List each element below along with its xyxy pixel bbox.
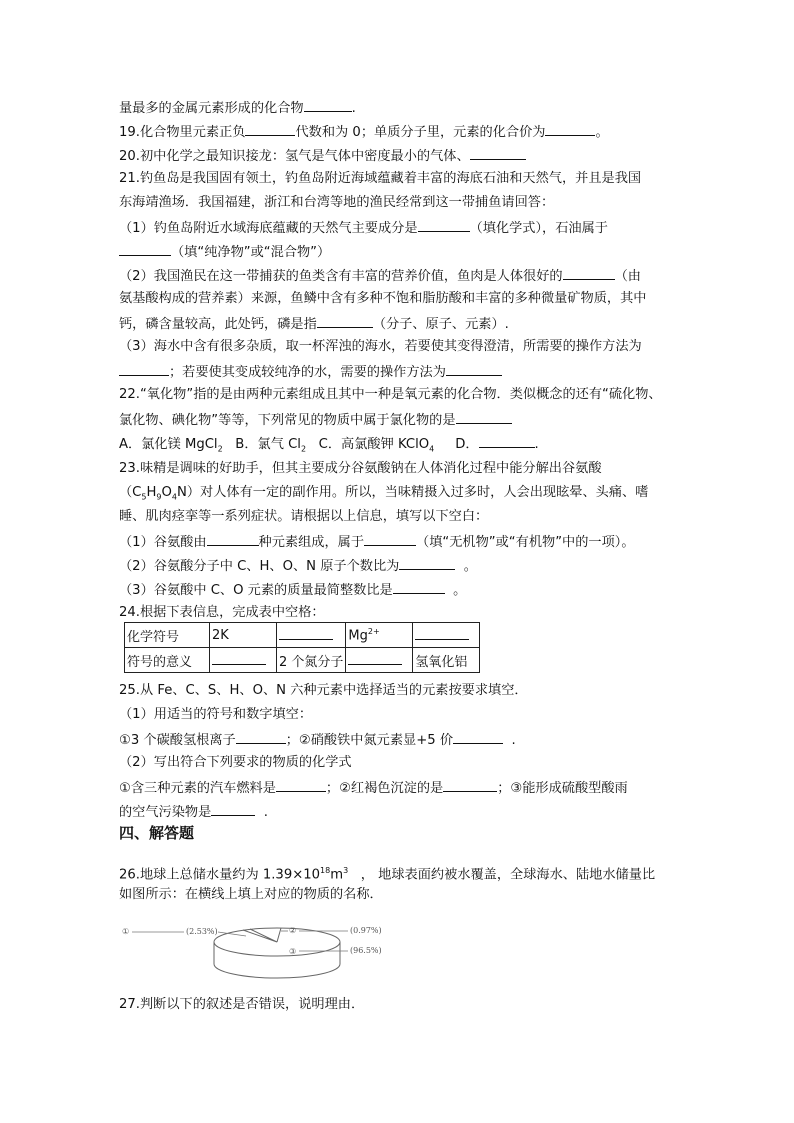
answer-blank[interactable]	[348, 651, 402, 665]
question-25: 25.从 Fe、C、S、H、O、N 六种元素中选择适当的元素按要求填空．	[119, 683, 528, 698]
question-23-line-1: 23.味精是调味的好助手，但其主要成分谷氨酸钠在人体消化过程中能分解出谷氨酸	[119, 461, 602, 476]
answer-blank[interactable]	[415, 626, 469, 640]
table-cell: 氢氧化铝	[413, 648, 480, 673]
answer-blank[interactable]	[279, 626, 333, 640]
answer-blank[interactable]	[545, 122, 595, 136]
option-b: B．氯气 $Cl_2$	[235, 437, 307, 454]
q18-line: 量最多的金属元素形成的化合物 .	[119, 98, 356, 118]
option-c: C．高氯酸钾 KClO$_4$	[318, 437, 435, 454]
question-22-line-1: 22.“氧化物”指的是由两种元素组成且其中一种是氧元素的化合物．类似概念的还有“硫化物、	[119, 387, 662, 402]
question-21-part-2-cont2: 钙，磷含量较高，此处钙，磷是指 （分子、原子、元素）.	[119, 314, 509, 334]
question-25-part-2: （2）写出符合下列要求的物质的化学式	[119, 755, 352, 770]
answer-blank[interactable]	[453, 730, 503, 744]
section-heading: 四、解答题	[119, 824, 195, 842]
answer-blank[interactable]	[245, 122, 295, 136]
label-marker-2: ②	[289, 926, 297, 935]
answer-blank[interactable]	[364, 532, 416, 546]
answer-blank[interactable]	[418, 218, 470, 232]
question-21-line-1: 21.钓鱼岛是我国固有领土，钓鱼岛附近海域蕴藏着丰富的海底石油和天然气，并且是我国	[119, 171, 642, 186]
table-row	[125, 648, 480, 673]
question-25-part-2-items: ①含三种元素的汽车燃料是 ；②红褐色沉淀的是 ；③能形成硫酸型酸雨	[119, 778, 628, 798]
answer-blank[interactable]	[207, 532, 259, 546]
answer-blank[interactable]	[276, 778, 326, 792]
answer-blank[interactable]	[119, 362, 169, 376]
answer-blank[interactable]	[393, 580, 445, 594]
answer-blank[interactable]	[446, 362, 502, 376]
percent-label-3: (96.5%)	[350, 946, 382, 955]
question-23-part-3: （3）谷氨酸中 C、O 元素的质量最简整数比是 。	[119, 580, 466, 600]
question-21-part-1: （1）钓鱼岛附近水域海底蕴藏的天然气主要成分是 （填化学式），石油属于	[119, 218, 608, 238]
table-cell: $Mg^{2+}$	[346, 623, 413, 648]
question-23-part-2: （2）谷氨酸分子中 C、H、O、N 原子个数比为 。	[119, 556, 477, 576]
question-26-line-1: 26.地球上总储水量约为 $1.39\times 10^{18}m^3$ ， 地球表面约被水覆盖，全球海水、陆地水储量比	[119, 866, 656, 883]
answer-blank[interactable]	[304, 98, 352, 112]
answer-blank[interactable]	[563, 266, 615, 280]
table-cell	[413, 623, 480, 648]
answer-blank[interactable]	[479, 434, 535, 448]
option-d: D．	[455, 437, 479, 452]
water-distribution-figure	[118, 918, 418, 988]
table-cell	[346, 648, 413, 673]
answer-blank[interactable]	[456, 410, 512, 424]
label-marker-1: ①	[122, 927, 130, 936]
question-25-part-1-items: ①3 个碳酸氢根离子 ；②硝酸铁中氮元素显+5 价 .	[119, 730, 516, 750]
table-cell: 2K	[210, 623, 277, 648]
question-26-line-2: 如图所示：在横线上填上对应的物质的名称．	[119, 887, 383, 902]
question-21-part-3-cont: ；若要使其变成较纯净的水，需要的操作方法为	[119, 362, 502, 382]
percent-label-2: (0.97%)	[350, 926, 382, 935]
answer-blank[interactable]	[212, 651, 266, 665]
percent-label-1: (2.53%)	[186, 927, 218, 936]
answer-blank[interactable]	[399, 556, 455, 570]
answer-blank[interactable]	[236, 730, 286, 744]
table-row	[125, 623, 480, 648]
question-22-options: A．氯化镁 MgCl$_2$ B．氯气 $Cl_2$ C．高氯酸钾 KClO$_4$ D． .	[119, 434, 539, 459]
question-27: 27.判断以下的叙述是否错误，说明理由．	[119, 997, 365, 1012]
row-header: 化学符号	[125, 623, 210, 648]
question-21-part-2: （2）我国渔民在这一带捕获的鱼类含有丰富的营养价值，鱼肉是人体很好的 （由	[119, 266, 641, 286]
answer-blank[interactable]	[119, 242, 171, 256]
answer-blank[interactable]	[317, 314, 373, 328]
question-21-part-2-cont: 氨基酸构成的营养素）来源，鱼鳞中含有多种不饱和脂肪酸和丰富的多种微量矿物质，其中	[119, 291, 647, 306]
question-21-part-1-cont: （填“纯净物”或“混合物”）	[119, 242, 330, 262]
question-20: 20.初中化学之最知识接龙：氢气是气体中密度最小的气体、	[119, 146, 526, 166]
table-cell	[277, 623, 346, 648]
question-24: 24.根据下表信息，完成表中空格：	[119, 605, 325, 620]
table-cell: 2 个氮分子	[277, 648, 346, 673]
answer-blank[interactable]	[443, 778, 497, 792]
table-cell	[210, 648, 277, 673]
row-header: 符号的意义	[125, 648, 210, 673]
question-21-line-2: 东海靖渔场．我国福建，浙江和台湾等地的渔民经常到这一带捕鱼请回答：	[119, 195, 555, 210]
question-23-line-3: 睡、肌肉痉挛等一系列症状。请根据以上信息，填写以下空白：	[119, 509, 489, 524]
question-23-line-2: $(C_5H_9O_4N)$对人体有一定的副作用。所以，当味精摄入过多时，人会出现眩晕、头痛、嗜	[119, 485, 649, 502]
symbol-table	[124, 622, 480, 673]
question-19: 19.化合物里元素正负 代数和为 0；单质分子里，元素的化合价为 。	[119, 122, 609, 142]
label-marker-3: ③	[289, 947, 297, 956]
question-22-line-2: 氯化物、碘化物”等等，下列常见的物质中属于氯化物的是	[119, 410, 512, 430]
question-23-part-1: （1）谷氨酸由 种元素组成，属于 （填“无机物”或“有机物”中的一项）。	[119, 532, 635, 552]
option-a: A．氯化镁 MgCl$_2$	[119, 437, 223, 454]
answer-blank[interactable]	[470, 146, 526, 160]
question-25-part-2-cont: 的空气污染物是 .	[119, 802, 268, 822]
question-21-part-3: （3）海水中含有很多杂质，取一杯浑浊的海水，若要使其变得澄清，所需要的操作方法为	[119, 339, 642, 354]
question-25-part-1: （1）用适当的符号和数字填空：	[119, 707, 313, 722]
answer-blank[interactable]	[211, 802, 255, 816]
